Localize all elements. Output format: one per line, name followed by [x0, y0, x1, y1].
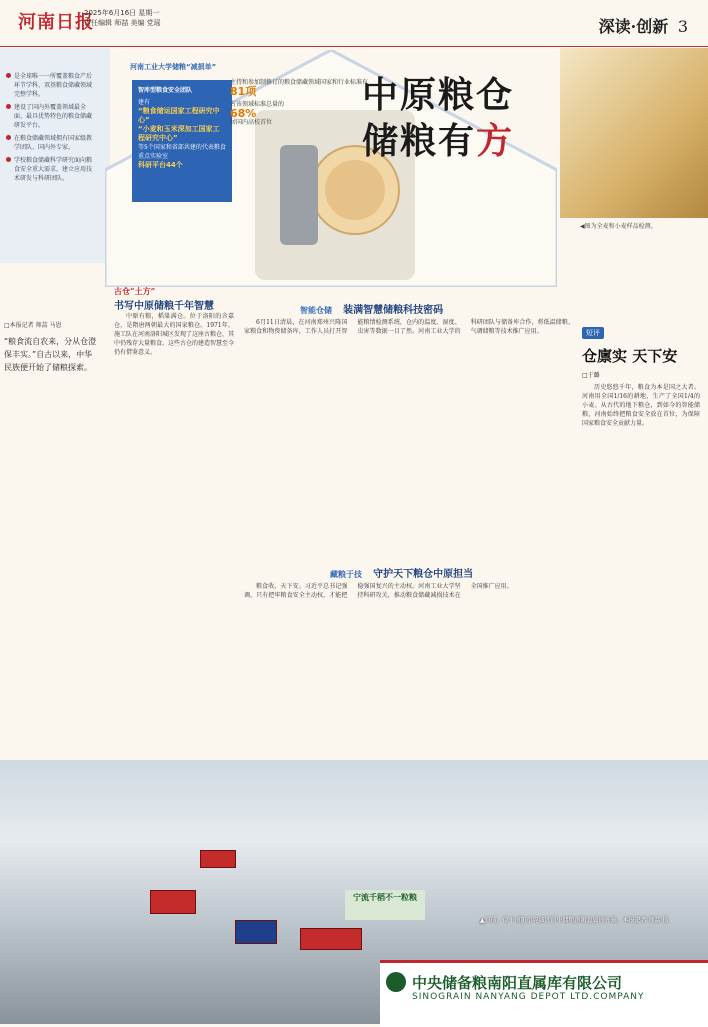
- paper-logo: 河南日报: [18, 12, 94, 33]
- issue-date: 2025年6月16日 星期一: [84, 9, 160, 17]
- depot-sign: 宁流千稻不一粒粮: [345, 890, 425, 920]
- stat-label: 主持和参加制修订的粮食储藏领域国家和行业标准有: [230, 79, 369, 86]
- headline-line2: 储粮有: [362, 120, 477, 162]
- headline-line1: 中原粮仓: [362, 74, 515, 116]
- commentary-paragraph: 历史悠悠千年，粮食为本是国之大者。河南用全国1/16的耕地，生产了全国1/4的小麦。从古代的地下粮仓，到如今的智能储粮，河南始终把粮食安全放在首位，为保障国家粮食安全贡献力量。: [582, 384, 700, 427]
- info-line: 建有: [138, 99, 151, 106]
- commentary-body: [582, 383, 700, 428]
- wheat-photo: [560, 48, 708, 218]
- note-item: 是全球唯一一所覆盖粮食产后环节学科、双基粮食储藏领域完整学科。: [0, 70, 96, 101]
- sec2-paragraph: 6月11日清晨，在河南郑州兴隆国家粮食和物资储备库，工作人员打开智能粮情检测系统，仓内的温度、湿度、虫害等数据一目了然。河南工业大学的科研团队与储备库合作，将低温储粮、气调储粮等技术推广应用。: [244, 319, 574, 335]
- info-line: “小麦和玉米深加工国家工程研究中心”: [138, 125, 220, 142]
- info-title: 智库型粮食安全团队: [138, 87, 193, 94]
- stat-value: 68%: [230, 107, 257, 120]
- commentary-tag: 短评: [582, 327, 604, 339]
- company-logo-icon: [386, 972, 406, 992]
- section-label: [599, 14, 688, 37]
- stats-block: [230, 78, 370, 127]
- commentary-column: [582, 320, 700, 428]
- sec1-kicker: 古仓“土方”: [114, 286, 156, 296]
- sec1-paragraph: 中原有粮，稻粱满仓。位于洛阳的含嘉仓，是隋唐两朝最大的国家粮仓。1971年，施工队在河南洛阳城区发现了这座古粮仓，其中仍残存大量粮食。这些古仓的建造智慧至今仍有借鉴意义。: [114, 313, 235, 356]
- note-item: 学校粮食储藏科学研究面向粮食安全重大需求，建立应用技术研发与科研团队。: [0, 154, 96, 185]
- sec3-paragraph: 粮食收，天下安。习近平总书记强调，只有把牢粮食安全主动权，才能把稳强国复兴的主动权。河南工业大学坚持科研攻关，推动粮食储藏减损技术在全国推广应用。: [244, 583, 513, 599]
- sec3-kicker: 藏粮于技: [330, 569, 362, 579]
- info-line: 科研平台44个: [138, 161, 183, 169]
- info-box: [132, 80, 232, 202]
- company-name-en: SINOGRAIN NANYANG DEPOT LTD.COMPANY: [412, 992, 645, 1002]
- sec1-title: 书写中原储粮千年智慧: [114, 301, 214, 312]
- headline-accent: 方: [476, 120, 515, 162]
- masthead: [0, 0, 708, 47]
- truck: [200, 850, 236, 868]
- stat-label: 居国内高校首位: [230, 119, 273, 126]
- truck: [300, 928, 362, 950]
- info-line: “粮食储运国家工程研究中心”: [138, 107, 220, 124]
- byline: □本报记者 师喆 马恩: [4, 322, 62, 329]
- sec2-title: 装满智慧储粮科技密码: [343, 305, 444, 316]
- sec1-lead-col: [4, 320, 100, 374]
- page-number: 3: [677, 17, 688, 36]
- company-name: 中央储备粮南阳直属库有限公司: [412, 974, 623, 992]
- truck: [235, 920, 277, 944]
- note-item: 建设了国内外覆盖领域最全面、最具优势特色的粮食储藏研发平台。: [0, 101, 96, 132]
- section-3-header: [330, 562, 473, 581]
- sec3-body: [244, 582, 574, 600]
- sec1-body: [114, 312, 234, 357]
- section-1: [114, 286, 264, 312]
- section-name: 深读·创新: [598, 17, 669, 36]
- photo-caption-bottom: ▲日前，位于南阳市宛城区的中储粮南阳直属库外景。本报记者 师喆 摄: [480, 917, 669, 924]
- issue-editor: 责任编辑 师喆 美编 党瑶: [84, 19, 161, 27]
- sec2-body: [244, 318, 574, 336]
- note-item: 在粮食储藏领域拥有国家级教学团队、国内外专家。: [0, 132, 96, 154]
- commentary-author: □于璐: [582, 372, 600, 379]
- info-line: 等5个国家和省部共建的代表粮食重点实验室: [138, 144, 226, 160]
- issue-meta: [84, 8, 161, 28]
- left-notes: [0, 70, 96, 770]
- section-2-header: [300, 298, 443, 317]
- commentary-title: 仓廪实 天下安: [582, 347, 678, 365]
- photo-caption-top: ◀图为全麦和小麦样品检测。: [580, 223, 657, 230]
- banner-top: 河南工业大学储粮“减损单”: [130, 63, 217, 71]
- sec3-title: 守护天下粮仓中原担当: [373, 569, 474, 580]
- stat-label: 占该领域标准总量的: [230, 101, 285, 108]
- stat-value: 81项: [230, 85, 257, 98]
- sec2-kicker: 智能仓储: [300, 305, 332, 315]
- sec1-lead: “粮食流自农来，分从仓澄保丰实。”自古以来，中华民族便开始了储粮探索。: [4, 337, 97, 372]
- truck: [150, 890, 196, 914]
- page-headline: [362, 72, 514, 164]
